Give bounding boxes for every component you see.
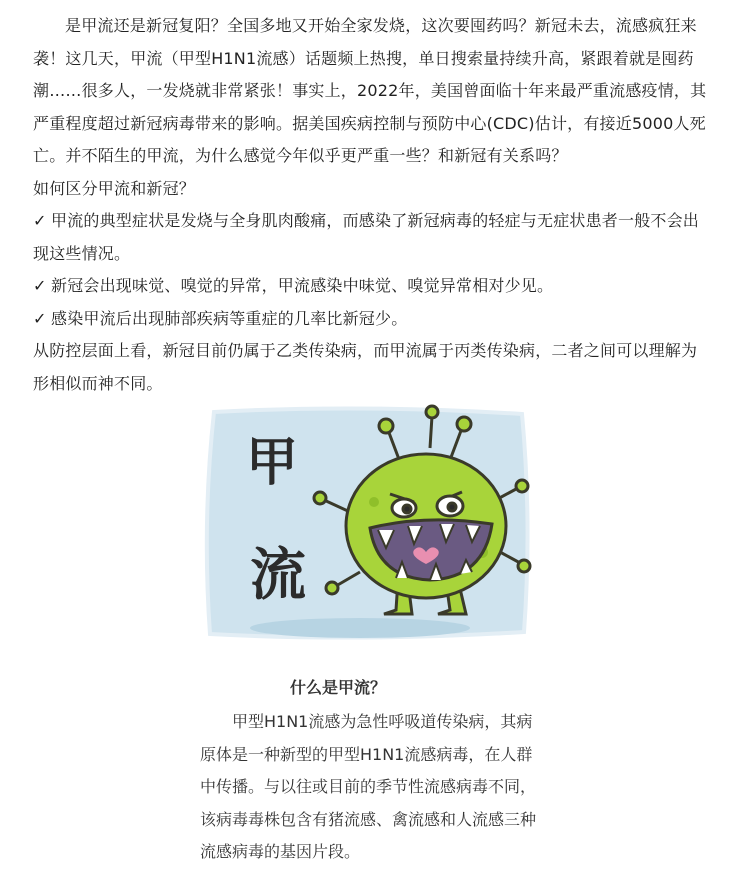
check-item-3	[33, 303, 713, 336]
check-item-text: 新冠会出现味觉、嗅觉的异常，甲流感染中味觉、嗅觉异常相对少见。	[51, 276, 554, 295]
card-title: 什么是甲流？	[290, 678, 387, 697]
section-question: 如何区分甲流和新冠？	[33, 178, 196, 198]
check-item-1	[33, 205, 713, 270]
character-jia: 甲	[245, 433, 299, 493]
check-mark-icon: ✓	[33, 276, 47, 295]
conclusion-paragraph: 从防控层面上看，新冠目前仍属于乙类传染病，而甲流属于丙类传染病，二者之间可以理解为形相似而神不同。	[33, 341, 698, 393]
info-card	[200, 670, 560, 869]
check-item-text: 感染甲流后出现肺部疾病等重症的几率比新冠少。	[51, 308, 408, 328]
flu-virus-illustration	[200, 402, 534, 644]
check-item-text: 甲流的典型症状是发烧与全身肌肉酸痛，而感染了新冠病毒的轻症与无症状患者一般不会出现这些情况。	[33, 211, 700, 263]
check-item-2	[33, 270, 713, 303]
character-liu: 流	[250, 543, 306, 608]
intro-paragraph: 是甲流还是新冠复阳？全国多地又开始全家发烧，这次要囤药吗？新冠未去，流感疯狂来袭！这几天，甲流（甲型H1N1流感）话题频上热搜，单日搜索量持续升高，紧跟着就是囤药潮……很多人，一发烧就非常紧张！事实上，2022年，美国曾面临十年来最严重流感疫情，其严重程度超过新冠病毒带来的影响。据美国疾病控制与预防中心(CDC)估计，有接近5000人死亡。并不陌生的甲流，为什么感觉今年似乎更严重一些？和新冠有关系吗？	[33, 16, 707, 165]
check-mark-icon: ✓	[33, 211, 47, 230]
check-mark-icon: ✓	[33, 308, 47, 328]
virus-cartoon-image	[200, 402, 534, 644]
card-body: 甲型H1N1流感为急性呼吸道传染病，其病原体是一种新型的甲型H1N1流感病毒，在人群中传播。与以往或目前的季节性流感病毒不同，该病毒毒株包含有猪流感、禽流感和人流感三种流感病毒的基因片段。	[200, 712, 537, 861]
article	[33, 10, 713, 400]
